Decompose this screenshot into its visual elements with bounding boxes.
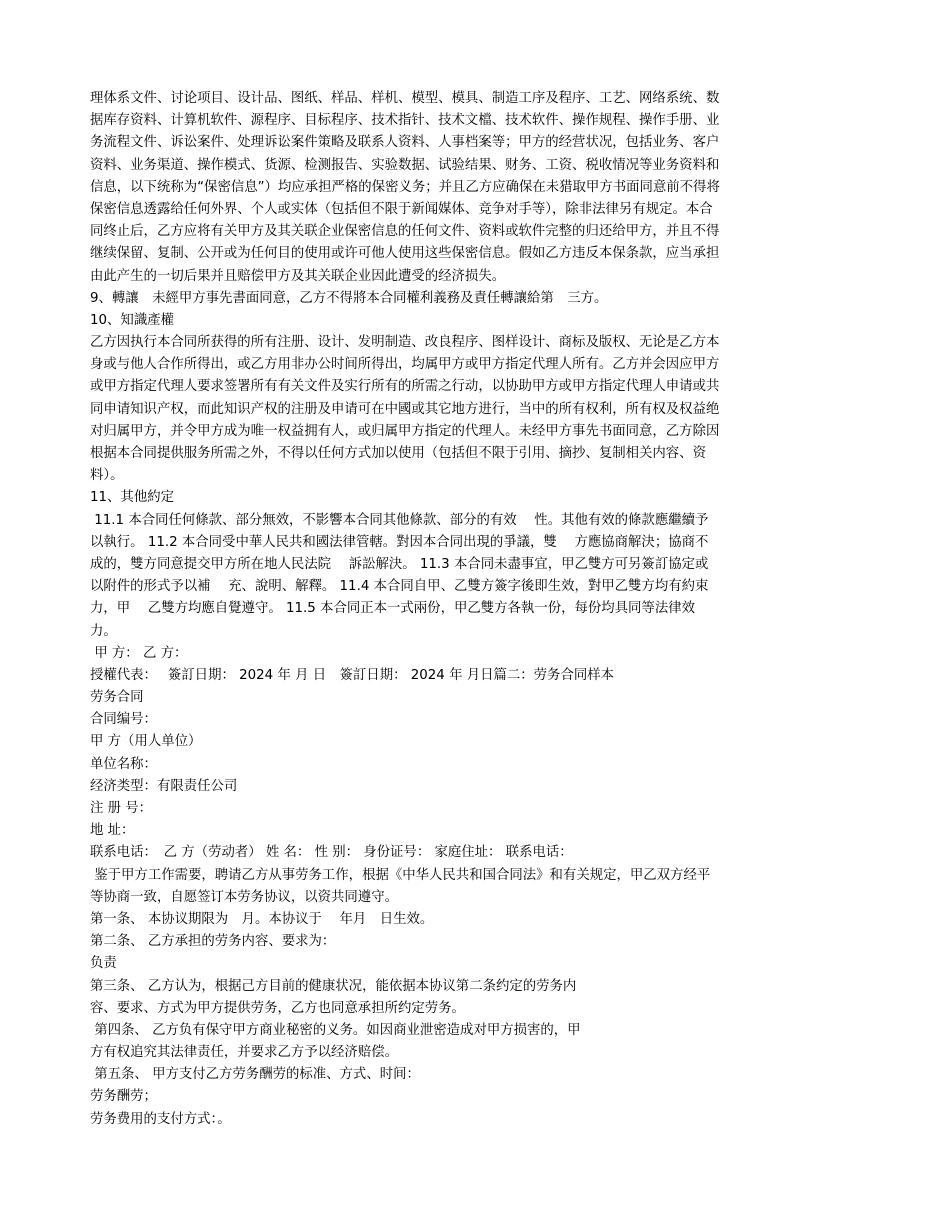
- article-5: 第五条、 甲方支付乙方劳务酬劳的标准、方式、时间：: [90, 1067, 420, 1083]
- text-line: 以附件的形式予以補 充、說明、解釋。 11.4 本合同自甲、乙雙方簽字後即生效，對甲乙雙方均有約束: [90, 579, 709, 595]
- document-title: 劳务合同: [90, 690, 144, 706]
- signature-parties: 甲 方： 乙 方：: [90, 645, 188, 661]
- contract-number-field: 合同编号：: [90, 712, 157, 728]
- document-body: [90, 88, 865, 1131]
- text-line: 等协商一致，自愿签订本劳务协议，以资共同遵守。: [90, 889, 398, 905]
- text-line: 成的，雙方同意提交甲方所在地人民法院 訴訟解決。 11.3 本合同未盡事宜，甲乙雙方可另簽訂協定或: [90, 556, 709, 572]
- text-line: 务流程文件、诉讼案件、处理诉讼案件策略及联系人资料、人事档案等；甲方的经营状况，包括业务、客户: [90, 135, 720, 151]
- article-3: 第三条、 乙方认为，根据己方目前的健康状况，能依据本协议第二条约定的劳务内: [90, 978, 577, 994]
- text-line: 乙方因执行本合同所获得的所有注册、设计、发明制造、改良程序、图样设计、商标及版权、无论是乙方本: [90, 335, 720, 351]
- address-field: 地 址：: [90, 823, 135, 839]
- text-line: 11.1 本合同任何條款、部分無效，不影響本合同其他條款、部分的有效 性。其他有效的條款應繼續予: [90, 512, 709, 528]
- text-line: 据库存资料、计算机软件、源程序、目标程序、技术指针、技术文檔、技术软件、操作规程、操作手册、业: [90, 113, 720, 129]
- text-line: 根据本合同提供服务所需之外，不得以任何方式加以使用（包括但不限于引用、摘抄、复制相关内容、资: [90, 446, 706, 461]
- text-line: 力。: [90, 623, 117, 639]
- economic-type-field: 经济类型：有限责任公司: [90, 778, 238, 794]
- article-4: 第四条、 乙方负有保守甲方商业秘密的义务。如因商业泄密造成对甲方损害的，甲: [90, 1022, 581, 1038]
- text-line: 理体系文件、讨论项目、设计品、图纸、样品、样机、模型、模具、制造工序及程序、工艺、网络系统、数: [90, 91, 720, 106]
- text-line: 容、要求、方式为甲方提供劳务，乙方也同意承担所约定劳务。: [90, 1000, 465, 1016]
- text-line: 信息，以下统称为“保密信息”）均应承担严格的保密义务；并且乙方应确保在未猎取甲方书面同意前不得将: [90, 179, 720, 195]
- text-line: 劳务酬劳；: [90, 1089, 157, 1105]
- article-2: 第二条、 乙方承担的劳务内容、要求为：: [90, 934, 336, 950]
- section-heading-other: 11、其他約定: [90, 490, 174, 506]
- text-line: 资料、业务渠道、操作模式、货源、检测报告、实验数据、试验结果、财务、工资、税收情况等业务资料和: [90, 157, 720, 173]
- article-1: 第一条、 本协议期限为 月。本协议于 年月 日生效。: [90, 911, 434, 927]
- text-line: 身或与他人合作所得出，或乙方用非办公时间所得出，均属甲方或甲方指定代理人所有。乙方并会因应甲方: [90, 357, 720, 373]
- text-line: 继续保留、复制、公开或为任何目的使用或许可他人使用这些保密信息。假如乙方违反本保条款，应当承担: [90, 246, 720, 262]
- section-heading-transfer: 9、轉讓 未經甲方事先書面同意，乙方不得將本合同權利義務及責任轉讓給第 三方。: [90, 290, 608, 306]
- text-line: 负责: [90, 956, 117, 972]
- text-line: 劳务费用的支付方式：。: [90, 1111, 231, 1127]
- text-line: 保密信息透露给任何外界、个人或实体（包括但不限于新闻媒体、竞争对手等），除非法律另有规定。本合: [90, 201, 713, 217]
- text-line: 方有权追究其法律责任，并要求乙方予以经济赔偿。: [90, 1045, 398, 1061]
- text-line: 鉴于甲方工作需要，聘请乙方从事劳务工作，根据《中华人民共和国合同法》和有关规定，甲乙双方经平: [90, 867, 711, 883]
- text-line: 或甲方指定代理人要求签署所有有关文件及实行所有的所需之行动，以协助甲方或甲方指定代理人申请或共: [90, 379, 720, 395]
- unit-name-field: 单位名称：: [90, 756, 157, 772]
- text-line: 料）。: [90, 468, 124, 484]
- contact-fields: 联系电话： 乙 方（劳动者） 姓 名： 性 别： 身份证号： 家庭住址： 联系电话：: [90, 845, 573, 861]
- text-line: 由此产生的一切后果并且赔偿甲方及其关联企业因此遭受的经济损失。: [90, 268, 506, 284]
- section-heading-ip: 10、知識產權: [90, 312, 174, 328]
- text-line: 对归属甲方，并令甲方成为唯一权益拥有人，或归属甲方指定的代理人。未经甲方事先书面同意，乙方除因: [90, 423, 720, 439]
- text-line: 以執行。 11.2 本合同受中華人民共和國法律管轄。對因本合同出現的爭議，雙 方應協商解決；協商不: [90, 534, 709, 550]
- text-line: 同申请知识产权，而此知识产权的注册及申请可在中國或其它地方进行，当中的所有权利，所有权及权益绝: [90, 401, 720, 417]
- party-a-heading: 甲 方（用人单位）: [90, 734, 202, 750]
- registration-number-field: 注 册 号：: [90, 801, 153, 816]
- text-line: 力，甲 乙雙方均應自覺遵守。 11.5 本合同正本一式兩份，甲乙雙方各執一份，每份均具同等法律效: [90, 601, 695, 617]
- text-line: 同终止后，乙方应将有关甲方及其关联企业保密信息的任何文件、资料或软件完整的归还给甲方，并且不得: [90, 224, 720, 240]
- signature-dates: 授權代表： 簽訂日期： 2024 年 月 日 簽訂日期： 2024 年 月日篇二：劳务合同样本: [90, 667, 615, 683]
